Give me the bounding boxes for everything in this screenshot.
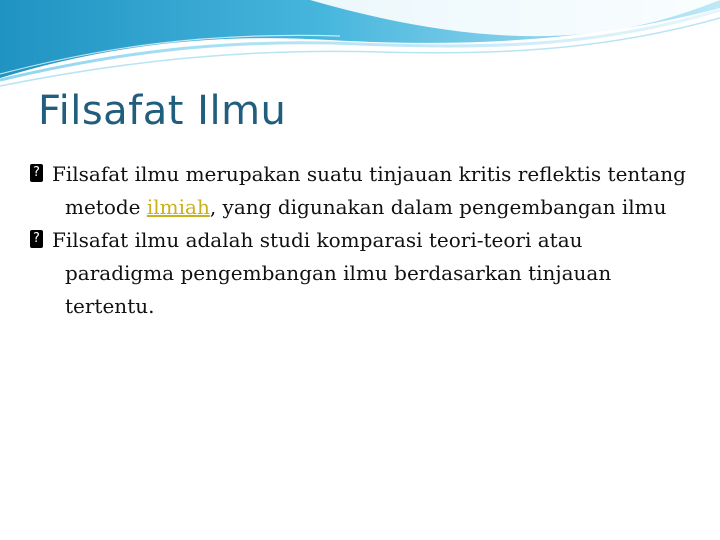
bullet-text-before-link: Filsafat ilmu merupakan suatu tinjauan kritis reflektis tentang metode <box>52 162 686 219</box>
bullet-icon: ? <box>30 230 43 248</box>
bullet-list <box>30 158 690 323</box>
bullet-text: Filsafat ilmu adalah studi komparasi teori-teori atau paradigma pengembangan ilmu berdasarkan tinjauan tertentu. <box>52 228 612 318</box>
ilmiah-link[interactable]: ilmiah <box>146 195 210 219</box>
header-wave-decoration <box>0 0 720 90</box>
bullet-item <box>30 224 690 323</box>
bullet-icon: ? <box>30 164 43 182</box>
bullet-text-after-link: , yang digunakan dalam pengembangan ilmu <box>209 195 667 219</box>
slide-title: Filsafat Ilmu <box>38 88 287 134</box>
bullet-item <box>30 158 690 224</box>
